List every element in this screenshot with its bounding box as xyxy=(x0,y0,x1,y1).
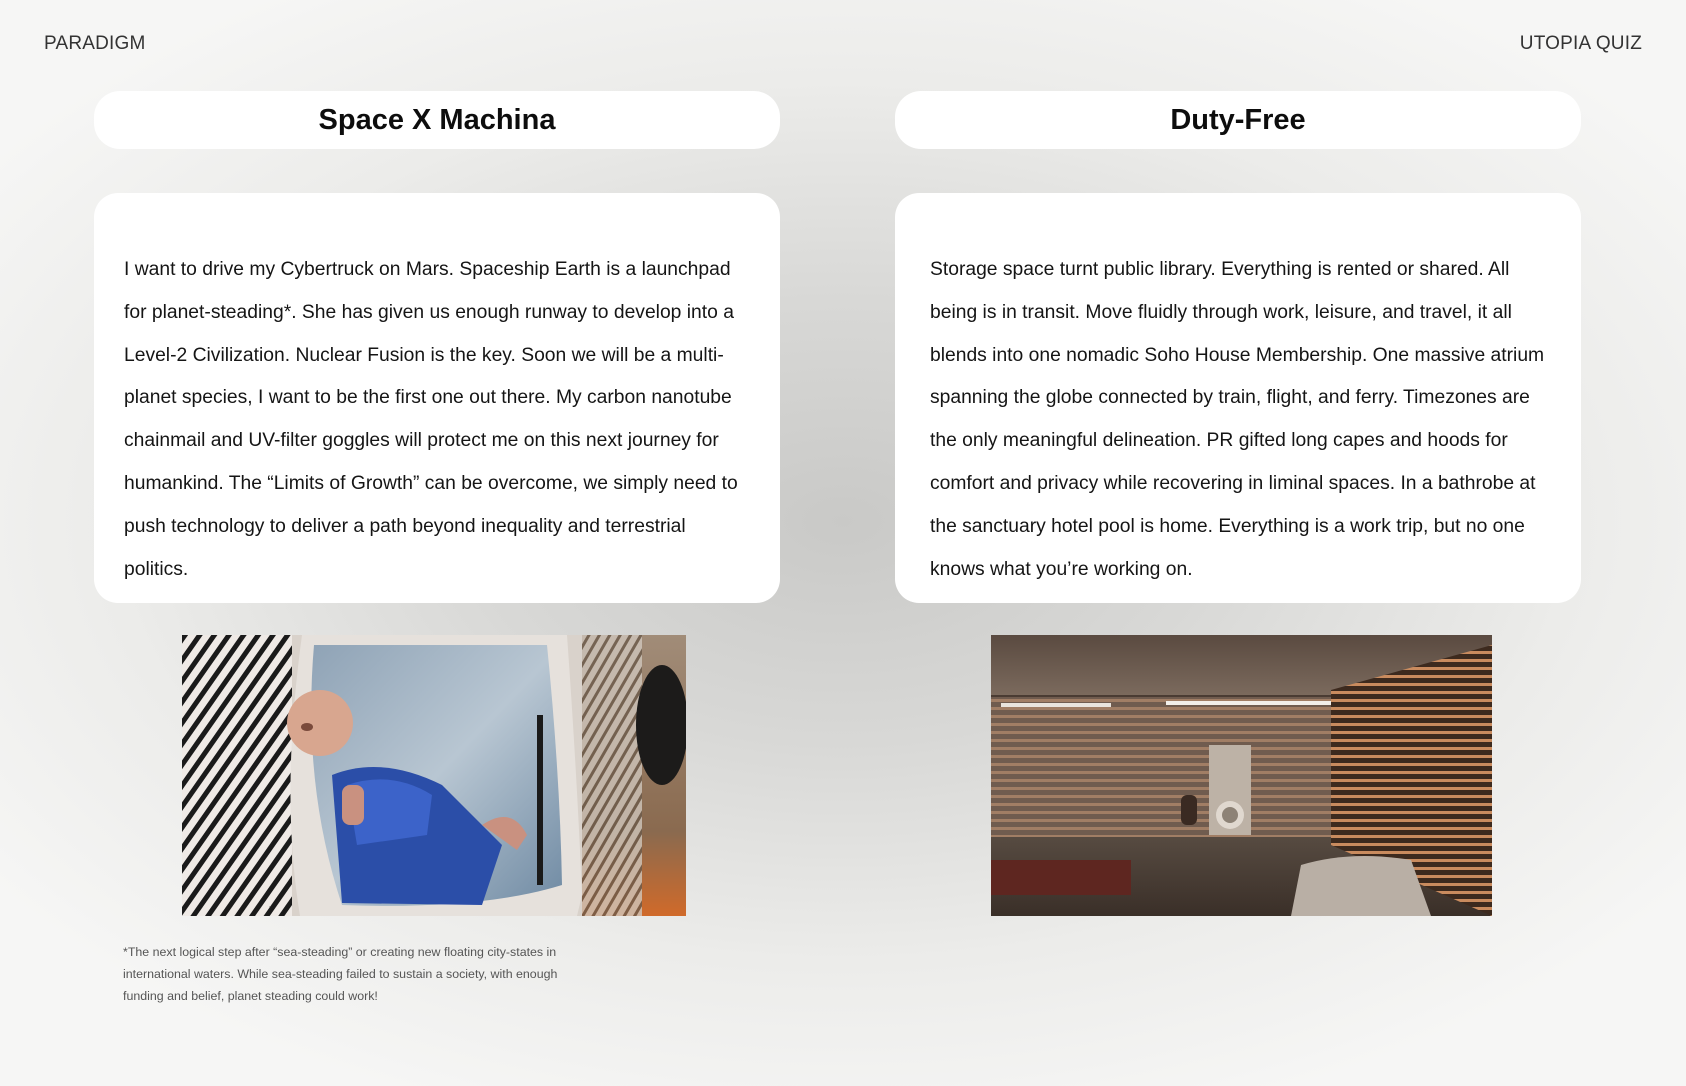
option-title-duty-free[interactable]: Duty-Free xyxy=(895,91,1581,149)
option-description: Storage space turnt public library. Everything is rented or shared. All being is in transit. Move fluidly through work, leisure, and travel, it all blends into one nomadic Soho House Membership. One massive atrium spanning the globe connected by train, flight, and ferry. Timezones are the only meaningful delineation. PR gifted long capes and hoods for comfort and privacy while recovering in liminal spaces. In a bathrobe at the sanctuary hotel pool is home. Everything is a work trip, but no one knows what you’re working on. xyxy=(930,259,1545,580)
option-description: I want to drive my Cybertruck on Mars. Spaceship Earth is a launchpad for planet-steading*. She has given us enough runway to develop into a Level-2 Civilization. Nuclear Fusion is the key. Soon we will be a multi-planet species, I want to be the first one out there. My carbon nanotube chainmail and UV-filter goggles will protect me on this next journey for humankind. The “Limits of Growth” can be overcome, we simply need to push technology to deliver a path beyond inequality and terrestrial politics. xyxy=(124,259,738,580)
section-title[interactable]: UTOPIA QUIZ xyxy=(1519,33,1642,54)
brand-logo[interactable]: PARADIGM xyxy=(44,33,146,54)
option-title-space-x-machina[interactable]: Space X Machina xyxy=(94,91,780,149)
footnote: *The next logical step after “sea-steading” or creating new floating city-states in international waters. While sea-steading failed to sustain a society, with enough funding and belief, planet steading could work! xyxy=(123,945,558,1003)
option-card-space-x-machina[interactable] xyxy=(94,193,780,603)
option-card-duty-free[interactable] xyxy=(895,193,1581,603)
interior-render-photo xyxy=(991,635,1492,916)
astronaut-photo xyxy=(182,635,686,916)
